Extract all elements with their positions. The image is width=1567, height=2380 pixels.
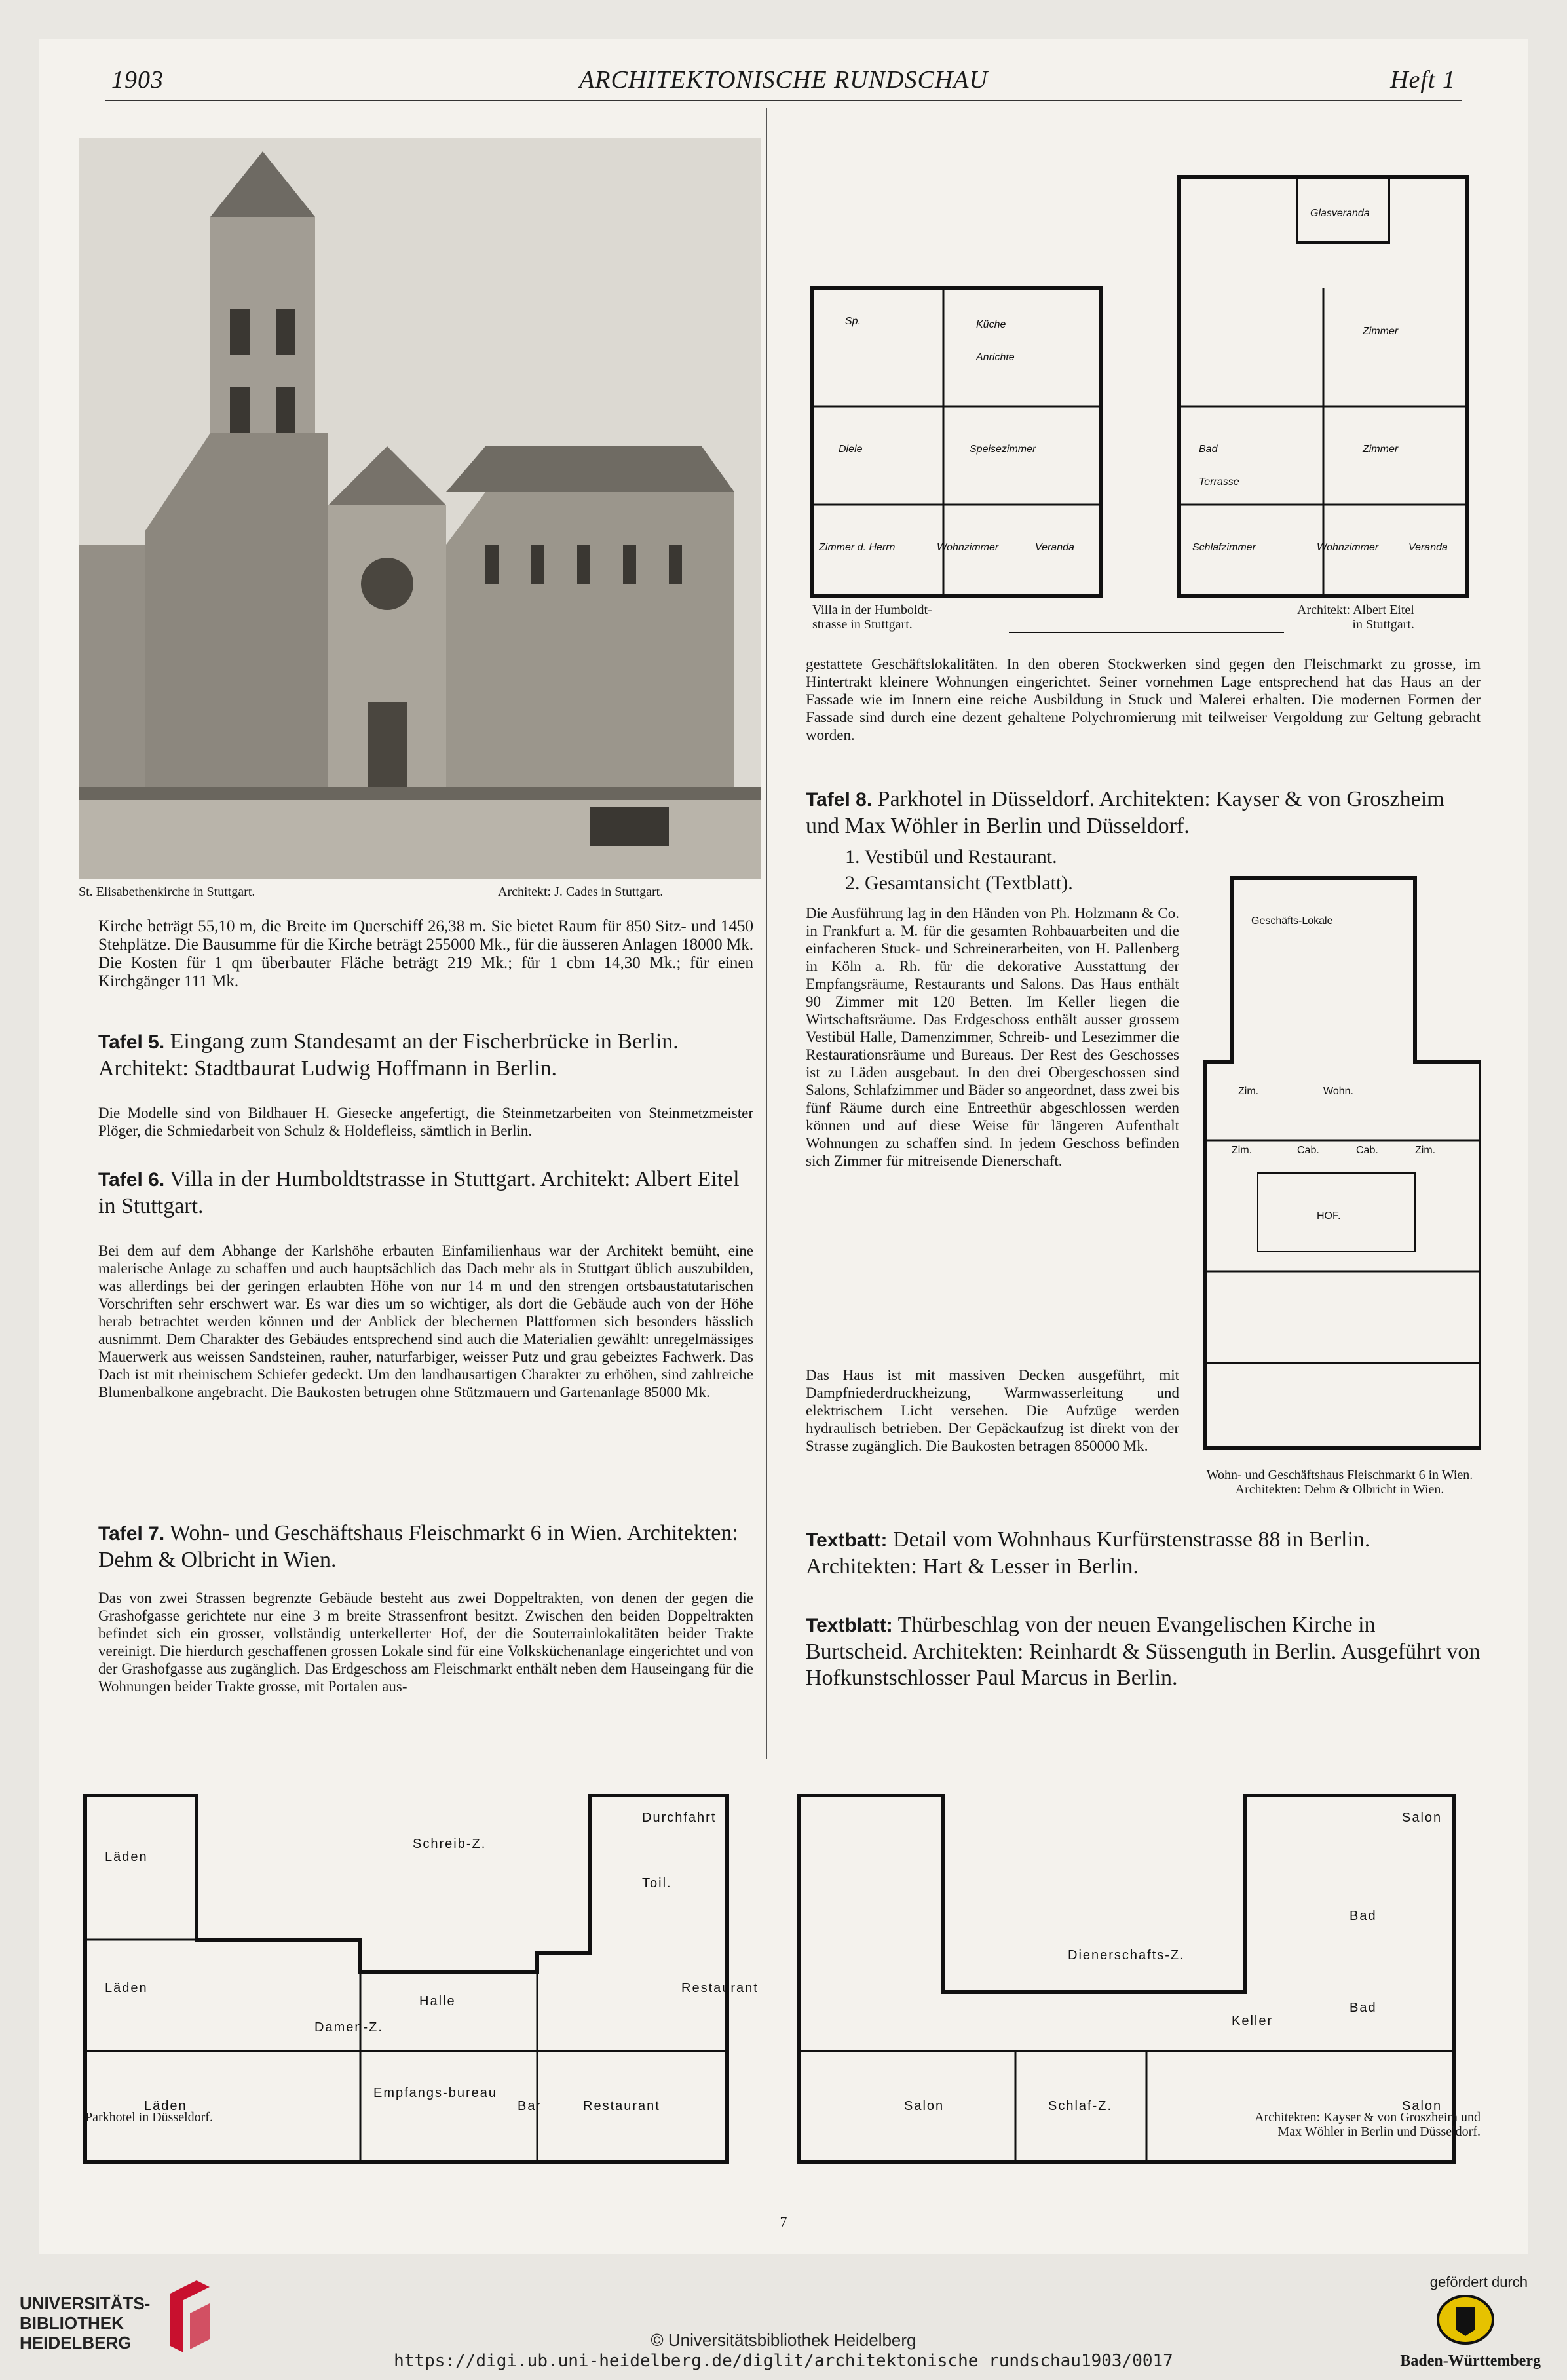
hotel-caption-left: Parkhotel in Düsseldorf. — [85, 2110, 213, 2124]
hotel-room-label: Schreib-Z. — [413, 1837, 487, 1851]
state-crest-icon — [1436, 2294, 1495, 2346]
hotel-room-label: Schlaf-Z. — [1048, 2099, 1113, 2113]
wien-room-label: Zim. — [1238, 1086, 1259, 1097]
document-page — [39, 39, 1528, 2254]
textblatt-1-text: Detail vom Wohnhaus Kurfürstenstrasse 88 in Berlin. Architekten: Hart & Lesser in Berlin. — [806, 1527, 1370, 1579]
villa-room-label: Wohnzimmer — [1317, 542, 1379, 553]
villa-room-label: Zimmer — [1363, 444, 1399, 455]
tafel-6-heading — [98, 1166, 753, 1219]
tafel-8-item-1: 1. Vestibül und Restaurant. — [845, 846, 1057, 868]
hotel-room-label: Läden — [105, 1981, 148, 1995]
tafel-8-heading — [806, 786, 1481, 839]
wien-room-label: Wohn. — [1323, 1086, 1353, 1097]
tafel-8-body-2: Das Haus ist mit massiven Decken ausgeführt, mit Dampfniederdruckheizung, Warmwasserleitung und elektrischem Licht versehen. Die Aufzüge werden hydraulisch betrieben. Der Gepäckaufzug ist direkt von der Strasse zugänglich. Die Baukosten betragen 850000 Mk. — [806, 1367, 1179, 1454]
column-rule — [766, 108, 767, 1759]
copyright-text: © Universitätsbibliothek Heidelberg — [651, 2330, 916, 2350]
church-photo — [79, 138, 761, 879]
villa-room-label: Diele — [839, 444, 863, 455]
hotel-room-label: Bar — [518, 2099, 542, 2113]
villa-room-label: Veranda — [1408, 542, 1448, 553]
hotel-caption-right: Architekten: Kayser & von Groszheim und Max Wöhler in Berlin und Düsseldorf. — [1255, 2110, 1481, 2139]
header-rule — [105, 100, 1462, 101]
hotel-room-label: Salon — [1402, 2099, 1443, 2113]
hotel-room-label: Bad — [1350, 2001, 1377, 2015]
hotel-room-label: Durchfahrt — [642, 1811, 717, 1825]
villa-room-label: Terrasse — [1199, 476, 1239, 488]
tafel-8-label: Tafel 8. — [806, 789, 873, 811]
hotel-room-label: Keller — [1232, 2014, 1274, 2028]
wien-room-label: Zim. — [1415, 1145, 1436, 1156]
wien-room-label: Cab. — [1297, 1145, 1319, 1156]
villa-caption-left: Villa in der Humboldt- strasse in Stuttgart. — [812, 603, 932, 632]
tafel-5-text: Eingang zum Standesamt an der Fischerbrücke in Berlin. Architekt: Stadtbaurat Ludwig Hoffmann in Berlin. — [98, 1029, 679, 1081]
villa-room-label: Schlafzimmer — [1192, 542, 1256, 553]
tafel-6-body: Bei dem auf dem Abhange der Karlshöhe erbauten Einfamilienhaus war der Architekt bemüht, eine malerische Anlage zu schaffen und auch hauptsächlich das Dach mehr als in Stuttgart üblich auszubilden, was allerdings bei der geringen erlaubten Höhe von nur 14 m und den strengen ortsbaustatutarischen Vorschriften sehr erschwert war. Es war dies um so wichtiger, als dort die Gebäude auch von der Höhe herab betrachtet werden können und der Anblick der blechernen Plattformen sich besonders hässlich ausnimmt. Dem Charakter des Gebäudes entsprechend sind auch die Materialien gewählt: unregelmässiges Mauerwerk aus weissen Sandsteinen, rauher, naturfarbiger, weisser Putz und grau gebeiztes Fachwerk. Das Dach ist mit rheinischem Schiefer gedeckt. Um den landhausartigen Charakter zu erhöhen, sind zahlreiche Blumenbalkone angebracht. Die Baukosten betrugen ohne Stützmauern und Gartenanlage 85000 Mk. — [98, 1242, 753, 1400]
source-url[interactable]: https://digi.ub.uni-heidelberg.de/diglit/architektonische_rundschau1903/0017 — [394, 2351, 1173, 2371]
funded-by-text: gefördert durch — [1429, 2274, 1528, 2290]
villa-room-label: Zimmer d. Herrn — [819, 542, 896, 553]
state-name: Baden-Württemberg — [1400, 2352, 1541, 2370]
library-logo-text: UNIVERSITÄTS- BIBLIOTHEK HEIDELBERG — [20, 2294, 151, 2352]
hotel-room-label: Toil. — [642, 1876, 672, 1891]
villa-room-label: Speisezimmer — [970, 444, 1036, 455]
hotel-room-label: Bad — [1350, 1909, 1377, 1923]
church-caption-right: Architekt: J. Cades in Stuttgart. — [498, 885, 664, 899]
hotel-room-label: Läden — [144, 2099, 187, 2113]
villa-room-label: Bad — [1199, 444, 1218, 455]
villa-room-label: Sp. — [845, 316, 861, 327]
tafel-7-label: Tafel 7. — [98, 1523, 165, 1545]
textblatt-1-label: Textbatt: — [806, 1529, 888, 1551]
hotel-floor-plan — [66, 1756, 1507, 2169]
villa-room-label: Glasveranda — [1310, 208, 1370, 219]
left-paragraph-1: Kirche beträgt 55,10 m, die Breite im Querschiff 26,38 m. Sie bietet Raum für 850 Sitz- und 1450 Stehplätze. Die Bausumme für die Kirche beträgt 255000 Mk., für die äusseren Anlagen 18000 Mk. Die Kosten für 1 qm überbauter Fläche beträgt 219 Mk.; für 1 cbm 14,30 Mk.; für einen Kirchgänger 111 Mk. — [98, 917, 753, 990]
page-number: 7 — [780, 2214, 787, 2230]
tafel-8-item-2: 2. Gesamtansicht (Textblatt). — [845, 872, 1073, 894]
hotel-room-label: Halle — [419, 1994, 456, 2008]
tafel-5-heading — [98, 1029, 753, 1082]
hotel-room-label: Salon — [904, 2099, 945, 2113]
textblatt-2-heading — [806, 1612, 1481, 1691]
villa-room-label: Wohnzimmer — [937, 542, 999, 553]
wien-room-label: Zim. — [1232, 1145, 1253, 1156]
villa-room-label: Veranda — [1035, 542, 1074, 553]
tafel-8-text: Parkhotel in Düsseldorf. Architekten: Kayser & von Groszheim und Max Wöhler in Berlin und Düsseldorf. — [806, 787, 1444, 838]
textblatt-2-label: Textblatt: — [806, 1615, 893, 1636]
wien-room-label: Cab. — [1356, 1145, 1378, 1156]
hotel-room-label: Läden — [105, 1850, 148, 1864]
tafel-6-text: Villa in der Humboldtstrasse in Stuttgart. Architekt: Albert Eitel in Stuttgart. — [98, 1167, 740, 1218]
tafel-5-label: Tafel 5. — [98, 1031, 165, 1053]
footer-bar — [0, 2267, 1567, 2380]
textblatt-2-text: Thürbeschlag von der neuen Evangelischen Kirche in Burtscheid. Architekten: Reinhardt & Süssenguth in Berlin. Ausgeführt von Hofkunstschlosser Paul Marcus in Berlin. — [806, 1613, 1481, 1690]
tafel-6-label: Tafel 6. — [98, 1169, 165, 1191]
wien-floor-plan — [1192, 865, 1481, 1461]
tafel-7-heading — [98, 1520, 753, 1573]
villa-floor-plans — [799, 138, 1481, 649]
header-year: 1903 — [111, 66, 164, 94]
hotel-room-label: Empfangs-bureau — [373, 2086, 497, 2100]
header-title: ARCHITEKTONISCHE RUNDSCHAU — [579, 66, 988, 94]
wien-room-label: HOF. — [1317, 1210, 1341, 1221]
tafel-5-note: Die Modelle sind von Bildhauer H. Giesecke angefertigt, die Steinmetzarbeiten von Steinmetzmeister Plöger, die Schmiedarbeit von Schulz & Holdefleiss, sämtlich in Berlin. — [98, 1105, 753, 1139]
tafel-8-body: Die Ausführung lag in den Händen von Ph. Holzmann & Co. in Frankfurt a. M. für die gesamten Rohbauarbeiten und die einfacheren Stuck- und Schreinerarbeiten, von H. Pallenberg in Köln a. Rh. für die dekorative Ausstattung der Empfangsräume, Restaurants und Salons. Das Haus enthält 90 Zimmer mit 120 Betten. Im Keller liegen die Wirtschaftsräume. Das Erdgeschoss enthält ausser grossem Vestibül Halle, Damenzimmer, Schreib- und Lesezimmer die Restaurationsräume und Bureaus. Der Rest des Geschosses ist zu Läden ausgebaut. In den drei Obergeschossen sind Salons, Schlafzimmer und Bäder so angeordnet, dass zwei bis fünf Räume durch eine Entreethür abgeschlossen werden können und auf diese Weise für längeren Aufenthalt Wohnungen zu schaffen sind. In jedem Geschoss befinden sich Zimmer für mitreisende Dienerschaft. — [806, 905, 1179, 1169]
villa-room-label: Küche — [976, 319, 1006, 330]
tafel-7-body: Das von zwei Strassen begrenzte Gebäude besteht aus zwei Doppeltrakten, von denen der gegen die Grashofgasse gerichtete nur eine 3 m breite Strassenfront besitzt. Zwischen den beiden Doppeltrakten befindet sich ein grosser, vollständig unterkellerter Hof, der die Souterrainlokalitäten beider Trakte vereinigt. Die hierdurch geschaffenen grossen Lokale sind für eine Volksküchenanlage eingerichtet und von der Grashofgasse aus zugänglich. Das Erdgeschoss am Fleischmarkt enthält neben dem Hauseingang für die Wohnungen beider Trakte grosse, mit Portalen aus- — [98, 1590, 753, 1695]
hotel-room-label: Dienerschafts-Z. — [1068, 1948, 1185, 1963]
church-caption-left: St. Elisabethenkirche in Stuttgart. — [79, 885, 255, 899]
textblatt-1-heading — [806, 1527, 1481, 1580]
hotel-room-label: Restaurant — [681, 1981, 759, 1995]
wien-caption: Wohn- und Geschäftshaus Fleischmarkt 6 in Wien. Architekten: Dehm & Olbricht in Wien. — [1206, 1468, 1473, 1497]
wien-room-label: Geschäfts-Lokale — [1251, 915, 1333, 927]
villa-room-label: Zimmer — [1363, 326, 1399, 337]
hotel-room-label: Restaurant — [583, 2099, 660, 2113]
villa-room-label: Anrichte — [976, 352, 1015, 363]
villa-caption-right: Architekt: Albert Eitel in Stuttgart. — [1297, 603, 1414, 632]
hotel-room-label: Salon — [1402, 1811, 1443, 1825]
header-issue: Heft 1 — [1390, 66, 1456, 94]
tafel-7-text: Wohn- und Geschäftshaus Fleischmarkt 6 in Wien. Architekten: Dehm & Olbricht in Wien. — [98, 1521, 738, 1572]
right-paragraph-1: gestattete Geschäftslokalitäten. In den oberen Stockwerken sind gegen den Fleischmarkt zu grosse, im Hintertrakt kleinere Wohnungen eingerichtet. Seiner vornehmen Lage entsprechend hat das Haus an der Fassade wie im Innern eine reiche Ausbildung in Stuck und Malerei erhalten. Die modernen Formen der Fassade sind durch eine dezent gehaltene Polychromierung mit teilweiser Vergoldung zur Geltung gebracht worden. — [806, 656, 1481, 743]
hotel-room-label: Damen-Z. — [314, 2020, 383, 2035]
